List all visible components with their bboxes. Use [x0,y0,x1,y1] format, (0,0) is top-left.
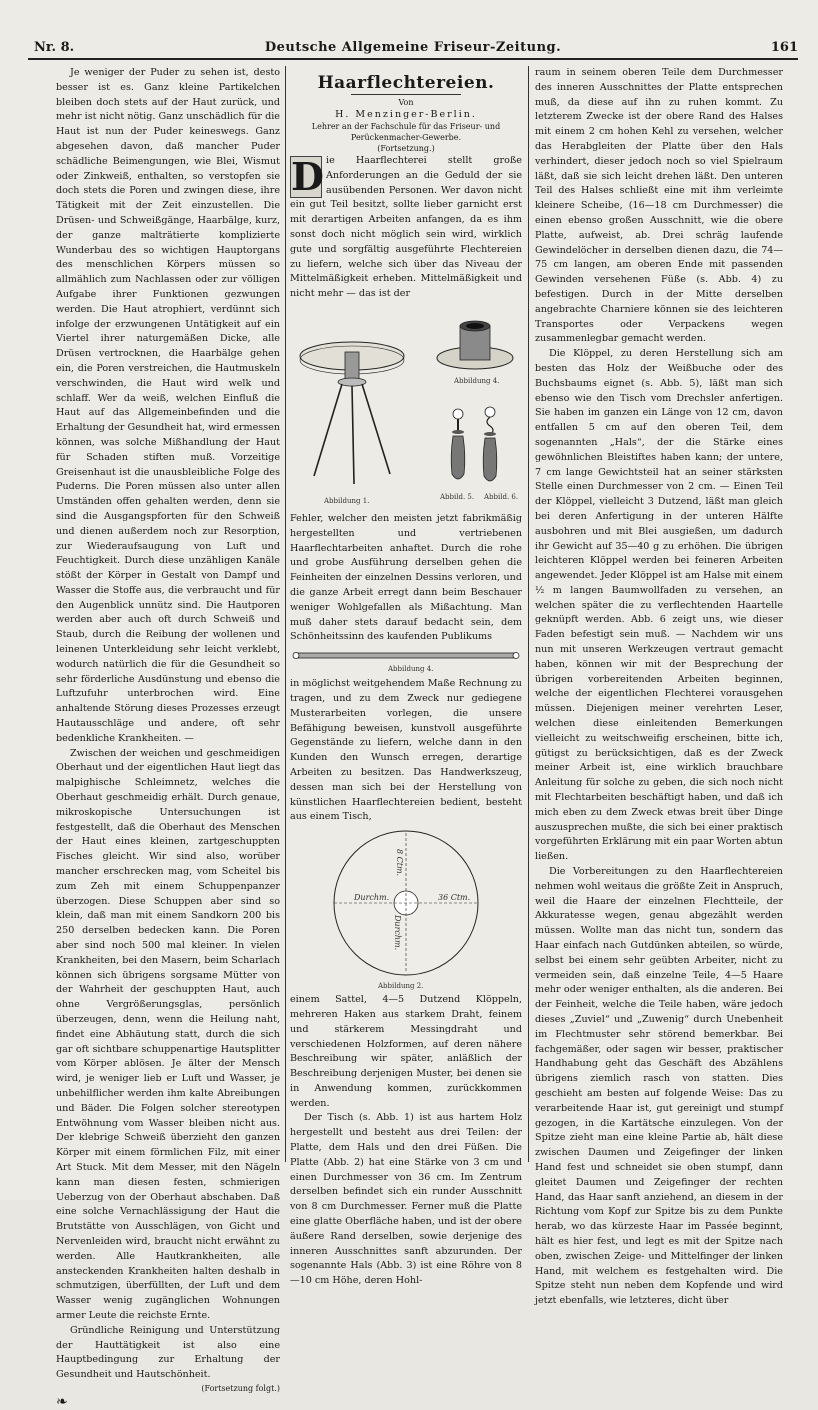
figure-group-tools [290,306,522,508]
neck-drawing [437,321,513,369]
paragraph: Fehler, welcher den meisten jetzt fabrikmäßig hergestellten und vertriebenen Haarflechtarbeiten anhaftet. Durch die rohe und grobe Ausführung derselben gehen die Feinheiten der einzelnen Dessins verloren, und die ganze Arbeit erregt dann beim Beschauer weniger Wohlgefallen als Mißachtung. Man muß daher stets darauf bedacht sein, dem Schönheitssinn des kaufenden Publikums [290,512,522,643]
paragraph: Die Vorbereitungen zu den Haarflechtereien nehmen wohl weitaus die größte Zeit in Anspruch, weil die Haare der einzelnen Flechtteile, der Akkuratesse wegen, genau abgezählt werden müssen. Wollte man das nicht tun, sondern das Haar einfach nach Gutdünken abteilen, so würde, selbst bei einem sehr geübten Arbeiter, nicht zu vermeiden sein, daß einzelne Teile, 4—5 Haare mehr oder weniger enthalten, als die anderen. Bei der Feinheit, welche die Teile haben, wäre jedoch dieses „Zuviel“ und „Zuwenig“ durch Unebenheit im Flechtmuster sehr störend bemerkbar. Bei fachgemäßer, oder sagen wir besser, praktischer Handhabung geht das Geschäft des Abzählens übrigens ziemlich rasch von statten. Dies geschieht am besten auf folgende Weise: Das zu verarbeitende Haar ist, gut gereinigt und stumpf gezogen, in die Kartätsche einzulegen. Von der Spitze zieht man eine kleine Partie ab, hält diese zwischen Daumen und Zeigefinger der linken Hand fest und schneidet sie oben stumpf, dann gleitet Daumen und Zeigefinger der rechten Hand, das Haar sanft anziehend, an diesem in der Richtung vom Kopf zur Spitze bis zu dem Punkte herab, wo das kürzeste Haar im Passée beginnt, hält es hier fest, und legt es mit der Spitze nach oben, zwischen Zeige- und Mittelfinger der linken Hand, mit welchem es festgehalten wird. Die Spitze steht nun neben dem Kopfende und wird jetzt ebenfalls, wie letzteres, dicht über [535,866,783,1307]
dimension-value: 8 Ctm. [395,849,404,877]
paragraph: Gründliche Reinigung und Unterstützung der Hauttätigkeit ist also eine Hauptbedingung zur Erhaltung der Gesundheit und Hautschönheit. [56,1324,280,1381]
paragraph: Die Klöppel, zu deren Herstellung sich am besten das Holz der Weißbuche oder des Buchsbaums eignet (s. Abb. 5), läßt man sich ebenso wie den Tisch vom Drechsler anfertigen. Sie haben im ganzen ein Länge von 12 cm, davon entfallen 5 cm auf den oberen Teil, dem sogenannten „Hals“, der die Stärke eines gewöhnlichen Bleistiftes haben kann; der untere, 7 cm lange Gewichtsteil hat an seiner stärksten Stelle einen Durchmesser von 2 cm. — Einen Teil der Klöppel, vielleicht 3 Dutzend, läßt man gleich bei deren Anfertigung in der unteren Hälfte ausbohren und mit Blei ausgießen, um dadurch ihr Gewicht auf 35—40 g zu erhöhen. Die übrigen leichteren Klöppel werden bei feineren Arbeiten angewendet. Jeder Klöppel ist am Halse mit einem ½ m langen Baumwollfaden zu versehen, an welchen später die zu verflechtenden Haartelle geknüpft werden. Abb. 6 zeigt uns, wie dieser Faden befestigt sein muß. — Nachdem wir uns nun mit unseren Werkzeugen vertraut gemacht haben, können wir mit der Besprechung der übrigen vorbereitenden Arbeiten beginnen, welche der eigentlichen Flechterei vorausgehen müssen. Diejenigen meiner verehrten Leser, welchen diese einleitenden Bemerkungen vielleicht zu weitschweifig erscheinen, bitte ich, gütigst zu berücksichtigen, daß es der Zweck meiner Arbeit ist, eine wirklich brauchbare Anleitung für solche zu geben, die sich noch nicht mit Flechtarbeiten beschäftigt haben, und daß ich mich eben zu dem Zweck etwas breit über Dinge auszusprechen mußte, die sich bei einer praktisch vorgeführten Erklärung mit ein paar Worten abtun ließen. [535,348,783,863]
figure-disc [290,829,522,989]
tools-illustration [290,306,522,508]
masthead-title: Deutsche Allgemeine Friseur-Zeitung. [264,40,562,55]
continued-note: (Fortsetzung folgt.) [201,1383,280,1393]
column-middle [290,66,522,1289]
dimension-label: Durchm. [393,915,402,951]
paragraph: in möglichst weitgehendem Maße Rechnung zu tragen, und zu dem Zweck nur gediegene Musterarbeiten vorlegen, die unsere Befähigung beweisen, kunstvoll ausgeführte Gegenstände zu liefern, welche dann in den Kunden den Wunsch erregen, derartige Arbeiten zu besitzen. Das Handwerkszeug, dessen man sich bei der Herstellung von künstlichen Haarflechtereien bedient, besteht aus einem Tisch, [290,678,522,823]
figure-rod [290,649,522,673]
author-affiliation: Lehrer an der Fachschule für das Friseur- und Perückenmacher-Gewerbe. [311,122,501,142]
table-drawing [300,342,404,484]
byline-von: Von [398,98,414,107]
paragraph: einem Sattel, 4—5 Dutzend Klöppeln, mehreren Haken aus starkem Draht, feinem und stärkerem Messingdraht und verschiedenen Holzformen, auf deren nähere Beschreibung wir später, anläßlich der Beschreibung derjenigen Muster, bei denen sie in Anwendung kommen, zurückkommen werden. [290,994,522,1109]
rod-illustration [290,649,522,663]
dimension-label: Durchm. [354,893,390,903]
paragraph: raum in seinem oberen Teile dem Durchmesser des inneren Ausschnittes der Platte entsprechen muß, da diese auf ihn zu ruhen kommt. Zu letzterem Zwecke ist der obere Rand des Halses mit einem 2 cm hohen Kehl zu versehen, welcher das Herabgleiten der Platte über den Hals verhindert, dieser jedoch noch so viel Spielraum läßt, daß sie sich leicht drehen läßt. Den unteren Teil des Halses schließt eine mit ihm verleimte kleinere Scheibe, (16—18 cm Durchmesser) die einen ebenso großen Ausschnitt, wie die obere Platte, aufweist, ab. Drei schräg laufende Gewindelöcher in derselben dienen dazu, die 74—75 cm langen, am oberen Ende mit passenden Gewinden versehenen Füße (s. Abb. 4) zu befestigen. Durch in der Mitte derselben angebrachte Charniere können sie des leichteren Transportes oder Verpackens wegen zusammenlegbar gemacht werden. [535,67,783,345]
paragraph: Der Tisch (s. Abb. 1) ist aus hartem Holz hergestellt und besteht aus drei Teilen: der Platte, dem Hals und den drei Füßen. Die Platte (Abb. 2) hat eine Stärke von 3 cm und einen Durchmesser von 36 cm. Im Zentrum derselben befindet sich ein runder Ausschnitt von 8 cm Durchmesser. Ferner muß die Platte eine glatte Oberfläche haben, und ist der obere äußere Rand derselben, sowie derjenige des inneren Ausschnittes sanft abzurunden. Der sogenannte Hals (Abb. 3) ist eine Röhre von 8—10 cm Höhe, deren Hohl- [290,1112,522,1287]
caption-abb1: Abbildung 1. [324,496,370,505]
paragraph: ie Haarflechterei stellt große Anforderungen an die Geduld der sie ausübenden Personen. Wer davon nicht ein gut Teil besitzt, sollte lieber garnicht erst mit derartigen Arbeiten anfangen, da es ihm sonst doch nicht möglich sein wird, wirklich gute und sorgfältig ausgeführte Flechtereien zu liefern, welche sich über das Niveau der Mittelmäßigkeit erheben. Mittelmäßigkeit und nicht mehr — das ist der [290,155,522,300]
caption-abb5: Abbild. 5. [440,492,475,501]
intro-block [290,154,522,302]
paragraph: Zwischen der weichen und geschmeidigen Oberhaut und der eigentlichen Haut liegt das malpighische Schleimnetz, welches die Oberhaut geschmeidig erhält. Durch genaue, mikroskopische Untersuchungen ist festgestellt, daß die Oberhaut des Menschen der Haut eines kleinen, zartgeschuppten Fisches gleicht. Wir sind also, worüber mancher erschrecken mag, vom Scheitel bis zum Zeh mit einem Schuppenpanzer überzogen. Diese Schuppen aber sind so klein, daß man mit einem Sandkorn 200 bis 250 derselben bedecken kann. Die Poren aber sind noch 500 mal kleiner. In vielen Krankheiten, bei den Masern, beim Scharlach können sich übrigens sorgsame Mütter von der Wahrheit der geschuppten Haut, auch ohne Vergrößerungsglas, persönlich überzeugen, denn, wenn die Heilung naht, findet eine Abhäutung statt, durch die sich gar oft sichtbare schuppenartige Hautsplitter vom Körper ablösen. Je älter der Mensch wird, je weniger lieb er Luft und Wasser, je unbehilflicher werden ihm kalte Abreibungen und Bäder. Die Folgen solcher stereotypen Entwöhnung vom Wasser bleiben nicht aus. Der klebrige Schweiß überzieht den ganzen Körper mit einem förmlichen Filz, mit einer Art Stuck. Mit dem Messer, mit den Nägeln kann man diesen festen, schmierigen Ueberzug von der Oberhaut abschaben. Daß eine solche Vernachlässigung der Haut die Brutstätte von Ausschlägen, von Gicht und Nervenleiden wird, braucht nicht erwähnt zu werden. Alle Hautkrankheiten, alle ansteckenden Krankheiten halten deshalb in schmutzigen, überfüllten, der Luft und dem Wasser wenig zugänglichen Wohnungen armer Leute die reichste Ernte. [56,747,280,1321]
article-title: Haarflechtereien. [317,73,495,93]
column-left [56,66,280,1410]
page-number: 161 [770,40,798,55]
drop-cap: D [291,154,324,199]
title-underline [351,94,461,95]
caption-abb2: Abbildung 2. [378,982,424,991]
bobbin-drawing [451,407,497,481]
column-rule [285,66,286,1162]
caption-abb4b: Abbildung 4. [388,665,434,674]
caption-abb6: Abbild. 6. [484,492,519,501]
dimension-value: 36 Ctm. [438,893,471,903]
issue-number: Nr. 8. [34,40,75,55]
disc-illustration [290,829,522,979]
column-rule [528,66,529,1162]
page-header [28,38,798,60]
paragraph: Je weniger der Puder zu sehen ist, desto besser ist es. Ganz kleine Partikelchen bleiben doch stets auf der Haut zurück, und mehr ist nicht nötig. Ganz unschädlich für die Haut ist nun der Puder keineswegs. Ganz abgesehen davon, daß mancher Puder schädliche Beimengungen, wie Blei, Wismut oder Zinkweiß, enthalten, so verstopfen sie doch stets die Poren und zwingen diese, ihre Tätigkeit mit der Zeit einzustellen. Die Drüsen- und Schweißgänge, Haarbälge, kurz, der ganze malträtierte komplizierte Wunderbau des so wichtigen Hauptorgans des menschlichen Körpers müssen so allmählich zum Nachlassen oder zur völligen Aufgabe ihrer Funktionen gezwungen werden. Die Haut atrophiert, verdünnt sich infolge der erzwungenen Untätigkeit auf ein Viertel ihrer naturgemäßen Dicke, alle Drüsen vertrocknen, die Haarbälge gehen ein, die Poren verstreichen, die Hautmuskeln verschwinden, die Haut wird welk und schlaff. Wer da weiß, welchen Einfluß die Haut auf das Allgemeinbefinden und die Erhaltung der Gesundheit hat, wird ermessen können, was solche Mißhandlung der Haut für Schaden stiften muß. Vorzeitige Greisenhaut ist die unausbleibliche Folge des Puderns. Die Poren müssen also unter allen Umständen offen gehalten werden, denn sie sind die Ausgangspforten für den Schweiß und dienen außerdem noch zur Resorption, zur Wiederaufsaugung von Luft und Feuchtigkeit. Durch diese unzähligen Kanäle stößt der Körper in Gestalt von Dampf und Wasser die Stoffe aus, die verbraucht und für den Augenblick unnütz sind. Die Hautporen werden aber auch oft durch Schweiß und Staub, durch die Reibung der wollenen und leinenen Unterkleidung sehr leicht verklebt, wodurch natürlich die für die Gesundheit so sehr förderliche Ausdünstung und ebenso die Luftzufuhr unterbrochen wird. Eine anhaltende Störung dieses Prozesses erzeugt Hautausschläge und andere, oft sehr bedenkliche Krankheiten. — [56,67,280,744]
author-name: H. Menzinger-Berlin. [335,109,477,120]
column-right [535,66,783,1309]
ornament-icon: ❧ [56,1393,68,1410]
caption-abb4: Abbildung 4. [454,376,500,385]
continued-label: (Fortsetzung.) [377,144,435,153]
